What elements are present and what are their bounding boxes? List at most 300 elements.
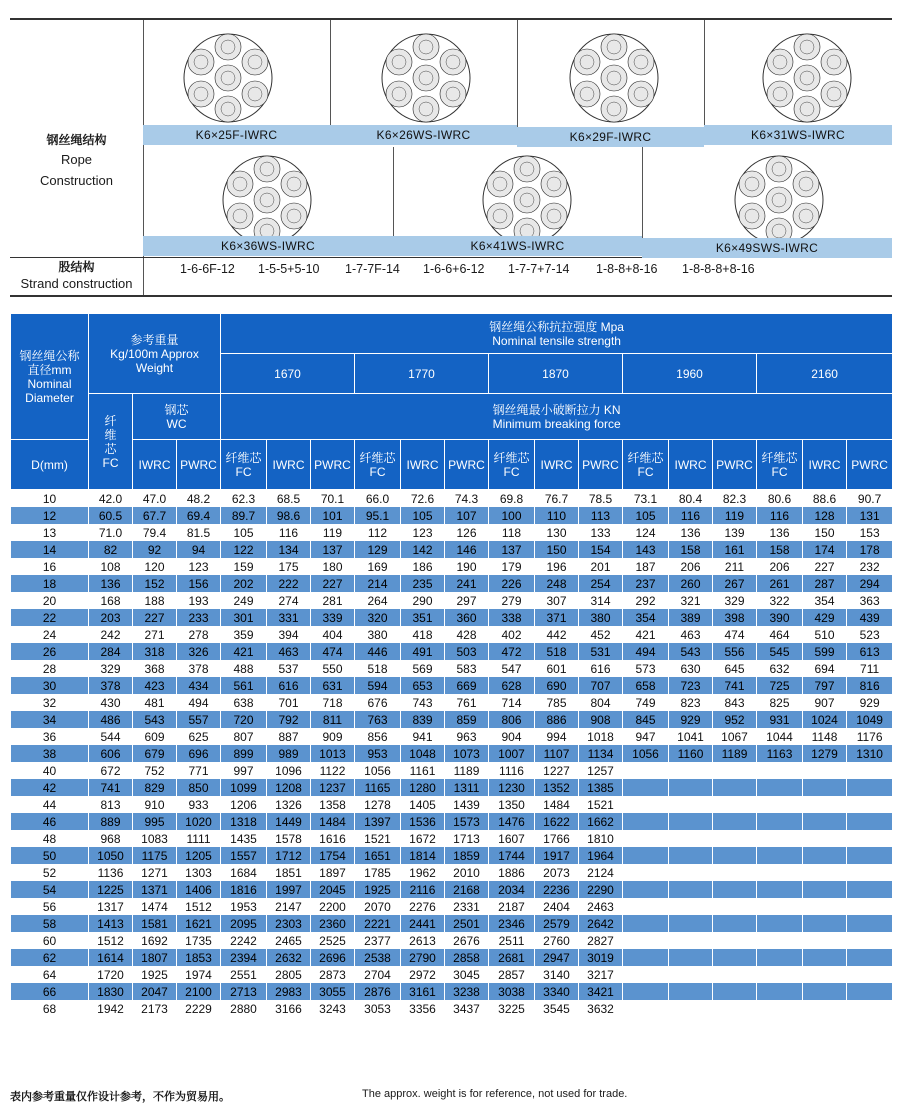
fc-subheader-cn: 纤维芯 bbox=[761, 450, 798, 465]
value-cell: 557 bbox=[177, 711, 221, 728]
value-cell: 2173 bbox=[133, 1000, 177, 1017]
value-cell bbox=[803, 1000, 847, 1017]
value-cell bbox=[847, 813, 893, 830]
value-cell bbox=[669, 762, 713, 779]
value-cell: 101 bbox=[311, 507, 355, 524]
value-cell: 3545 bbox=[535, 1000, 579, 1017]
value-cell: 3217 bbox=[579, 966, 623, 983]
value-cell: 825 bbox=[757, 694, 803, 711]
value-cell: 1484 bbox=[311, 813, 355, 830]
value-cell: 2331 bbox=[445, 898, 489, 915]
value-cell: 1165 bbox=[355, 779, 401, 796]
rope-cross-section-image bbox=[215, 150, 319, 250]
value-cell: 2805 bbox=[267, 966, 311, 983]
value-cell: 543 bbox=[669, 643, 713, 660]
value-cell: 329 bbox=[89, 660, 133, 677]
value-cell: 771 bbox=[177, 762, 221, 779]
value-cell: 284 bbox=[89, 643, 133, 660]
value-cell: 1607 bbox=[489, 830, 535, 847]
value-cell: 1237 bbox=[311, 779, 355, 796]
value-cell: 886 bbox=[535, 711, 579, 728]
value-cell: 2290 bbox=[579, 881, 623, 898]
value-cell: 168 bbox=[89, 592, 133, 609]
value-cell: 2704 bbox=[355, 966, 401, 983]
value-cell bbox=[623, 966, 669, 983]
value-cell: 2303 bbox=[267, 915, 311, 932]
value-cell: 1962 bbox=[401, 864, 445, 881]
value-cell: 2360 bbox=[311, 915, 355, 932]
value-cell: 1578 bbox=[267, 830, 311, 847]
value-cell: 510 bbox=[803, 626, 847, 643]
value-cell: 929 bbox=[669, 711, 713, 728]
value-cell: 70.1 bbox=[311, 490, 355, 508]
value-cell: 2346 bbox=[489, 915, 535, 932]
value-cell: 2394 bbox=[221, 949, 267, 966]
value-cell: 301 bbox=[221, 609, 267, 626]
table-row bbox=[11, 779, 893, 796]
value-cell: 638 bbox=[221, 694, 267, 711]
value-cell: 113 bbox=[579, 507, 623, 524]
value-cell: 1225 bbox=[89, 881, 133, 898]
value-cell bbox=[757, 983, 803, 1000]
value-cell: 90.7 bbox=[847, 490, 893, 508]
dmm-header: D(mm) bbox=[11, 440, 89, 490]
value-cell: 1111 bbox=[177, 830, 221, 847]
table-row bbox=[11, 524, 893, 541]
diameter-cell: 10 bbox=[11, 490, 89, 508]
value-cell bbox=[757, 915, 803, 932]
grade-header: 1670 bbox=[221, 354, 355, 394]
value-cell: 116 bbox=[757, 507, 803, 524]
value-cell: 3019 bbox=[579, 949, 623, 966]
value-cell: 2579 bbox=[535, 915, 579, 932]
table-row bbox=[11, 541, 893, 558]
value-cell: 69.4 bbox=[177, 507, 221, 524]
value-cell: 1073 bbox=[445, 745, 489, 762]
value-cell: 494 bbox=[623, 643, 669, 660]
value-cell bbox=[847, 762, 893, 779]
value-cell: 186 bbox=[401, 558, 445, 575]
value-cell: 994 bbox=[535, 728, 579, 745]
value-cell: 630 bbox=[669, 660, 713, 677]
diameter-cell: 60 bbox=[11, 932, 89, 949]
breaking-force-header-en: Minimum breaking force bbox=[492, 416, 621, 431]
pwrc-subheader: PWRC bbox=[311, 440, 355, 490]
value-cell: 434 bbox=[177, 677, 221, 694]
value-cell bbox=[847, 932, 893, 949]
value-cell: 1160 bbox=[669, 745, 713, 762]
value-cell: 1189 bbox=[713, 745, 757, 762]
value-cell: 531 bbox=[579, 643, 623, 660]
value-cell: 1859 bbox=[445, 847, 489, 864]
value-cell: 823 bbox=[669, 694, 713, 711]
strand-construction-value: 1-7-7+7-14 bbox=[508, 262, 570, 276]
value-cell: 968 bbox=[89, 830, 133, 847]
value-cell: 368 bbox=[133, 660, 177, 677]
value-cell: 1227 bbox=[535, 762, 579, 779]
value-cell: 60.5 bbox=[89, 507, 133, 524]
value-cell: 599 bbox=[803, 643, 847, 660]
diameter-cell: 68 bbox=[11, 1000, 89, 1017]
value-cell: 429 bbox=[803, 609, 847, 626]
value-cell: 481 bbox=[133, 694, 177, 711]
value-cell: 1271 bbox=[133, 864, 177, 881]
value-cell: 174 bbox=[803, 541, 847, 558]
value-cell: 850 bbox=[177, 779, 221, 796]
value-cell: 1476 bbox=[489, 813, 535, 830]
value-cell: 119 bbox=[713, 507, 757, 524]
value-cell bbox=[803, 966, 847, 983]
iwrc-subheader: IWRC bbox=[401, 440, 445, 490]
table-row bbox=[11, 677, 893, 694]
value-cell: 2404 bbox=[535, 898, 579, 915]
value-cell: 188 bbox=[133, 592, 177, 609]
value-cell: 62.3 bbox=[221, 490, 267, 508]
value-cell: 887 bbox=[267, 728, 311, 745]
value-cell: 326 bbox=[177, 643, 221, 660]
strand-construction-value: 1-6-6+6-12 bbox=[423, 262, 485, 276]
value-cell: 1925 bbox=[133, 966, 177, 983]
value-cell bbox=[669, 881, 713, 898]
value-cell: 1557 bbox=[221, 847, 267, 864]
value-cell: 227 bbox=[133, 609, 177, 626]
value-cell: 118 bbox=[489, 524, 535, 541]
value-cell: 423 bbox=[133, 677, 177, 694]
diameter-cell: 64 bbox=[11, 966, 89, 983]
value-cell: 1208 bbox=[267, 779, 311, 796]
value-cell: 1712 bbox=[267, 847, 311, 864]
value-cell: 997 bbox=[221, 762, 267, 779]
value-cell: 153 bbox=[847, 524, 893, 541]
value-cell: 1512 bbox=[177, 898, 221, 915]
value-cell: 1024 bbox=[803, 711, 847, 728]
value-cell: 190 bbox=[445, 558, 489, 575]
value-cell: 3045 bbox=[445, 966, 489, 983]
rope-caption: K6×29F-IWRC bbox=[517, 127, 704, 147]
fc-subheader-en: FC bbox=[771, 464, 788, 479]
value-cell: 1684 bbox=[221, 864, 267, 881]
value-cell: 606 bbox=[89, 745, 133, 762]
value-cell: 464 bbox=[757, 626, 803, 643]
value-cell: 1048 bbox=[401, 745, 445, 762]
value-cell: 394 bbox=[267, 626, 311, 643]
value-cell: 42.0 bbox=[89, 490, 133, 508]
value-cell: 1807 bbox=[133, 949, 177, 966]
rope-caption: K6×49SWS-IWRC bbox=[642, 238, 892, 258]
value-cell bbox=[757, 762, 803, 779]
value-cell: 320 bbox=[355, 609, 401, 626]
weight-header-cn: 参考重量 bbox=[130, 332, 179, 347]
value-cell: 307 bbox=[535, 592, 579, 609]
value-cell bbox=[847, 949, 893, 966]
value-cell: 235 bbox=[401, 575, 445, 592]
wc-header-cn: 钢芯 bbox=[164, 402, 189, 417]
value-cell: 696 bbox=[177, 745, 221, 762]
breaking-force-header bbox=[221, 394, 893, 440]
value-cell: 2100 bbox=[177, 983, 221, 1000]
value-cell: 146 bbox=[445, 541, 489, 558]
value-cell bbox=[803, 932, 847, 949]
value-cell: 2073 bbox=[535, 864, 579, 881]
value-cell: 294 bbox=[847, 575, 893, 592]
value-cell: 785 bbox=[535, 694, 579, 711]
value-cell bbox=[803, 949, 847, 966]
diameter-cell: 66 bbox=[11, 983, 89, 1000]
value-cell: 910 bbox=[133, 796, 177, 813]
value-cell: 2187 bbox=[489, 898, 535, 915]
value-cell: 1853 bbox=[177, 949, 221, 966]
value-cell: 1851 bbox=[267, 864, 311, 881]
value-cell: 2790 bbox=[401, 949, 445, 966]
value-cell: 122 bbox=[221, 541, 267, 558]
value-cell: 2441 bbox=[401, 915, 445, 932]
value-cell: 1942 bbox=[89, 1000, 133, 1017]
value-cell: 1814 bbox=[401, 847, 445, 864]
iwrc-subheader: IWRC bbox=[535, 440, 579, 490]
value-cell: 1651 bbox=[355, 847, 401, 864]
value-cell bbox=[757, 966, 803, 983]
value-cell: 1041 bbox=[669, 728, 713, 745]
rope-cross-section-image bbox=[755, 28, 859, 128]
value-cell: 271 bbox=[133, 626, 177, 643]
pwrc-subheader: PWRC bbox=[579, 440, 623, 490]
value-cell: 2676 bbox=[445, 932, 489, 949]
value-cell bbox=[803, 847, 847, 864]
table-row bbox=[11, 813, 893, 830]
value-cell: 260 bbox=[669, 575, 713, 592]
diameter-cell: 32 bbox=[11, 694, 89, 711]
value-cell: 124 bbox=[623, 524, 669, 541]
value-cell: 616 bbox=[579, 660, 623, 677]
value-cell: 3055 bbox=[311, 983, 355, 1000]
value-cell bbox=[713, 762, 757, 779]
value-cell: 1136 bbox=[89, 864, 133, 881]
value-cell: 816 bbox=[847, 677, 893, 694]
value-cell: 150 bbox=[803, 524, 847, 541]
value-cell: 1318 bbox=[221, 813, 267, 830]
value-cell: 1830 bbox=[89, 983, 133, 1000]
value-cell: 360 bbox=[445, 609, 489, 626]
value-cell: 561 bbox=[221, 677, 267, 694]
value-cell: 1310 bbox=[847, 745, 893, 762]
value-cell: 254 bbox=[579, 575, 623, 592]
value-cell bbox=[847, 779, 893, 796]
value-cell bbox=[669, 796, 713, 813]
value-cell: 107 bbox=[445, 507, 489, 524]
value-cell: 718 bbox=[311, 694, 355, 711]
value-cell: 518 bbox=[355, 660, 401, 677]
value-cell: 129 bbox=[355, 541, 401, 558]
rope-caption: K6×31WS-IWRC bbox=[704, 125, 892, 145]
value-cell: 79.4 bbox=[133, 524, 177, 541]
table-row bbox=[11, 745, 893, 762]
diameter-cell: 20 bbox=[11, 592, 89, 609]
value-cell: 1512 bbox=[89, 932, 133, 949]
value-cell bbox=[623, 762, 669, 779]
table-row bbox=[11, 728, 893, 745]
value-cell: 1044 bbox=[757, 728, 803, 745]
value-cell: 503 bbox=[445, 643, 489, 660]
table-row bbox=[11, 898, 893, 915]
value-cell: 446 bbox=[355, 643, 401, 660]
value-cell: 929 bbox=[847, 694, 893, 711]
value-cell: 1116 bbox=[489, 762, 535, 779]
grade-header: 1870 bbox=[489, 354, 623, 394]
value-cell: 120 bbox=[133, 558, 177, 575]
value-cell: 378 bbox=[89, 677, 133, 694]
fc-subheader-cn: 纤维芯 bbox=[359, 450, 396, 465]
value-cell: 616 bbox=[267, 677, 311, 694]
value-cell: 1350 bbox=[489, 796, 535, 813]
value-cell bbox=[669, 915, 713, 932]
value-cell bbox=[623, 932, 669, 949]
value-cell: 741 bbox=[89, 779, 133, 796]
value-cell: 694 bbox=[803, 660, 847, 677]
value-cell bbox=[803, 779, 847, 796]
value-cell bbox=[847, 847, 893, 864]
value-cell: 2972 bbox=[401, 966, 445, 983]
value-cell bbox=[623, 847, 669, 864]
value-cell bbox=[669, 898, 713, 915]
value-cell: 354 bbox=[623, 609, 669, 626]
value-cell bbox=[713, 932, 757, 949]
value-cell: 1964 bbox=[579, 847, 623, 864]
value-cell bbox=[623, 898, 669, 915]
value-cell: 338 bbox=[489, 609, 535, 626]
value-cell: 952 bbox=[713, 711, 757, 728]
value-cell: 1474 bbox=[133, 898, 177, 915]
value-cell bbox=[757, 898, 803, 915]
grade-header: 1960 bbox=[623, 354, 757, 394]
value-cell: 150 bbox=[535, 541, 579, 558]
table-row bbox=[11, 558, 893, 575]
breaking-force-header-cn: 钢丝绳最小破断拉力 KN bbox=[492, 402, 621, 417]
value-cell: 1189 bbox=[445, 762, 489, 779]
value-cell: 2010 bbox=[445, 864, 489, 881]
diameter-cell: 28 bbox=[11, 660, 89, 677]
value-cell: 720 bbox=[221, 711, 267, 728]
table-row bbox=[11, 694, 893, 711]
value-cell: 741 bbox=[713, 677, 757, 694]
value-cell: 206 bbox=[757, 558, 803, 575]
value-cell: 594 bbox=[355, 677, 401, 694]
value-cell: 2827 bbox=[579, 932, 623, 949]
value-cell: 628 bbox=[489, 677, 535, 694]
fc-subheader-en: FC bbox=[369, 464, 386, 479]
value-cell: 843 bbox=[713, 694, 757, 711]
value-cell bbox=[713, 881, 757, 898]
value-cell: 318 bbox=[133, 643, 177, 660]
strand-construction-value: 1-7-7F-14 bbox=[345, 262, 400, 276]
value-cell: 402 bbox=[489, 626, 535, 643]
value-cell: 202 bbox=[221, 575, 267, 592]
value-cell: 242 bbox=[89, 626, 133, 643]
value-cell: 404 bbox=[311, 626, 355, 643]
value-cell: 80.4 bbox=[669, 490, 713, 508]
value-cell: 226 bbox=[489, 575, 535, 592]
value-cell: 206 bbox=[669, 558, 713, 575]
value-cell: 2858 bbox=[445, 949, 489, 966]
value-cell: 3166 bbox=[267, 1000, 311, 1017]
value-cell: 452 bbox=[579, 626, 623, 643]
value-cell: 463 bbox=[669, 626, 713, 643]
value-cell: 1616 bbox=[311, 830, 355, 847]
value-cell: 544 bbox=[89, 728, 133, 745]
iwrc-subheader: IWRC bbox=[267, 440, 311, 490]
value-cell: 537 bbox=[267, 660, 311, 677]
table-row bbox=[11, 643, 893, 660]
value-cell bbox=[623, 813, 669, 830]
value-cell: 363 bbox=[847, 592, 893, 609]
value-cell: 573 bbox=[623, 660, 669, 677]
value-cell: 1205 bbox=[177, 847, 221, 864]
value-cell: 331 bbox=[267, 609, 311, 626]
value-cell: 123 bbox=[401, 524, 445, 541]
value-cell: 267 bbox=[713, 575, 757, 592]
value-cell: 241 bbox=[445, 575, 489, 592]
value-cell: 1672 bbox=[401, 830, 445, 847]
value-cell: 175 bbox=[267, 558, 311, 575]
grade-header: 1770 bbox=[355, 354, 489, 394]
value-cell bbox=[713, 915, 757, 932]
strand-label-cn: 股结构 bbox=[58, 260, 95, 274]
fc-subheader bbox=[221, 440, 267, 490]
grade-header: 2160 bbox=[757, 354, 893, 394]
rope-caption: K6×26WS-IWRC bbox=[330, 125, 517, 145]
value-cell: 2760 bbox=[535, 932, 579, 949]
value-cell: 94 bbox=[177, 541, 221, 558]
diameter-header bbox=[11, 314, 89, 440]
rope-cross-section-image bbox=[562, 28, 666, 128]
value-cell: 81.5 bbox=[177, 524, 221, 541]
diameter-cell: 26 bbox=[11, 643, 89, 660]
value-cell: 1083 bbox=[133, 830, 177, 847]
value-cell: 78.5 bbox=[579, 490, 623, 508]
value-cell: 829 bbox=[133, 779, 177, 796]
value-cell bbox=[669, 983, 713, 1000]
value-cell bbox=[713, 864, 757, 881]
value-cell: 136 bbox=[89, 575, 133, 592]
value-cell: 3243 bbox=[311, 1000, 355, 1017]
weight-header-en: Kg/100m Approx Weight bbox=[110, 346, 199, 375]
value-cell: 523 bbox=[847, 626, 893, 643]
value-cell: 1122 bbox=[311, 762, 355, 779]
value-cell: 214 bbox=[355, 575, 401, 592]
value-cell: 2242 bbox=[221, 932, 267, 949]
value-cell: 193 bbox=[177, 592, 221, 609]
value-cell: 569 bbox=[401, 660, 445, 677]
value-cell: 1358 bbox=[311, 796, 355, 813]
value-cell: 1953 bbox=[221, 898, 267, 915]
value-cell: 1279 bbox=[803, 745, 847, 762]
value-cell: 486 bbox=[89, 711, 133, 728]
value-cell: 1107 bbox=[535, 745, 579, 762]
diameter-cell: 34 bbox=[11, 711, 89, 728]
value-cell: 47.0 bbox=[133, 490, 177, 508]
fc-subheader-cn: 纤维芯 bbox=[225, 450, 262, 465]
value-cell: 1917 bbox=[535, 847, 579, 864]
value-cell: 92 bbox=[133, 541, 177, 558]
value-cell bbox=[713, 847, 757, 864]
fc-subheader bbox=[757, 440, 803, 490]
value-cell: 134 bbox=[267, 541, 311, 558]
value-cell: 430 bbox=[89, 694, 133, 711]
value-cell: 941 bbox=[401, 728, 445, 745]
value-cell: 672 bbox=[89, 762, 133, 779]
value-cell: 792 bbox=[267, 711, 311, 728]
value-cell: 48.2 bbox=[177, 490, 221, 508]
value-cell: 178 bbox=[847, 541, 893, 558]
